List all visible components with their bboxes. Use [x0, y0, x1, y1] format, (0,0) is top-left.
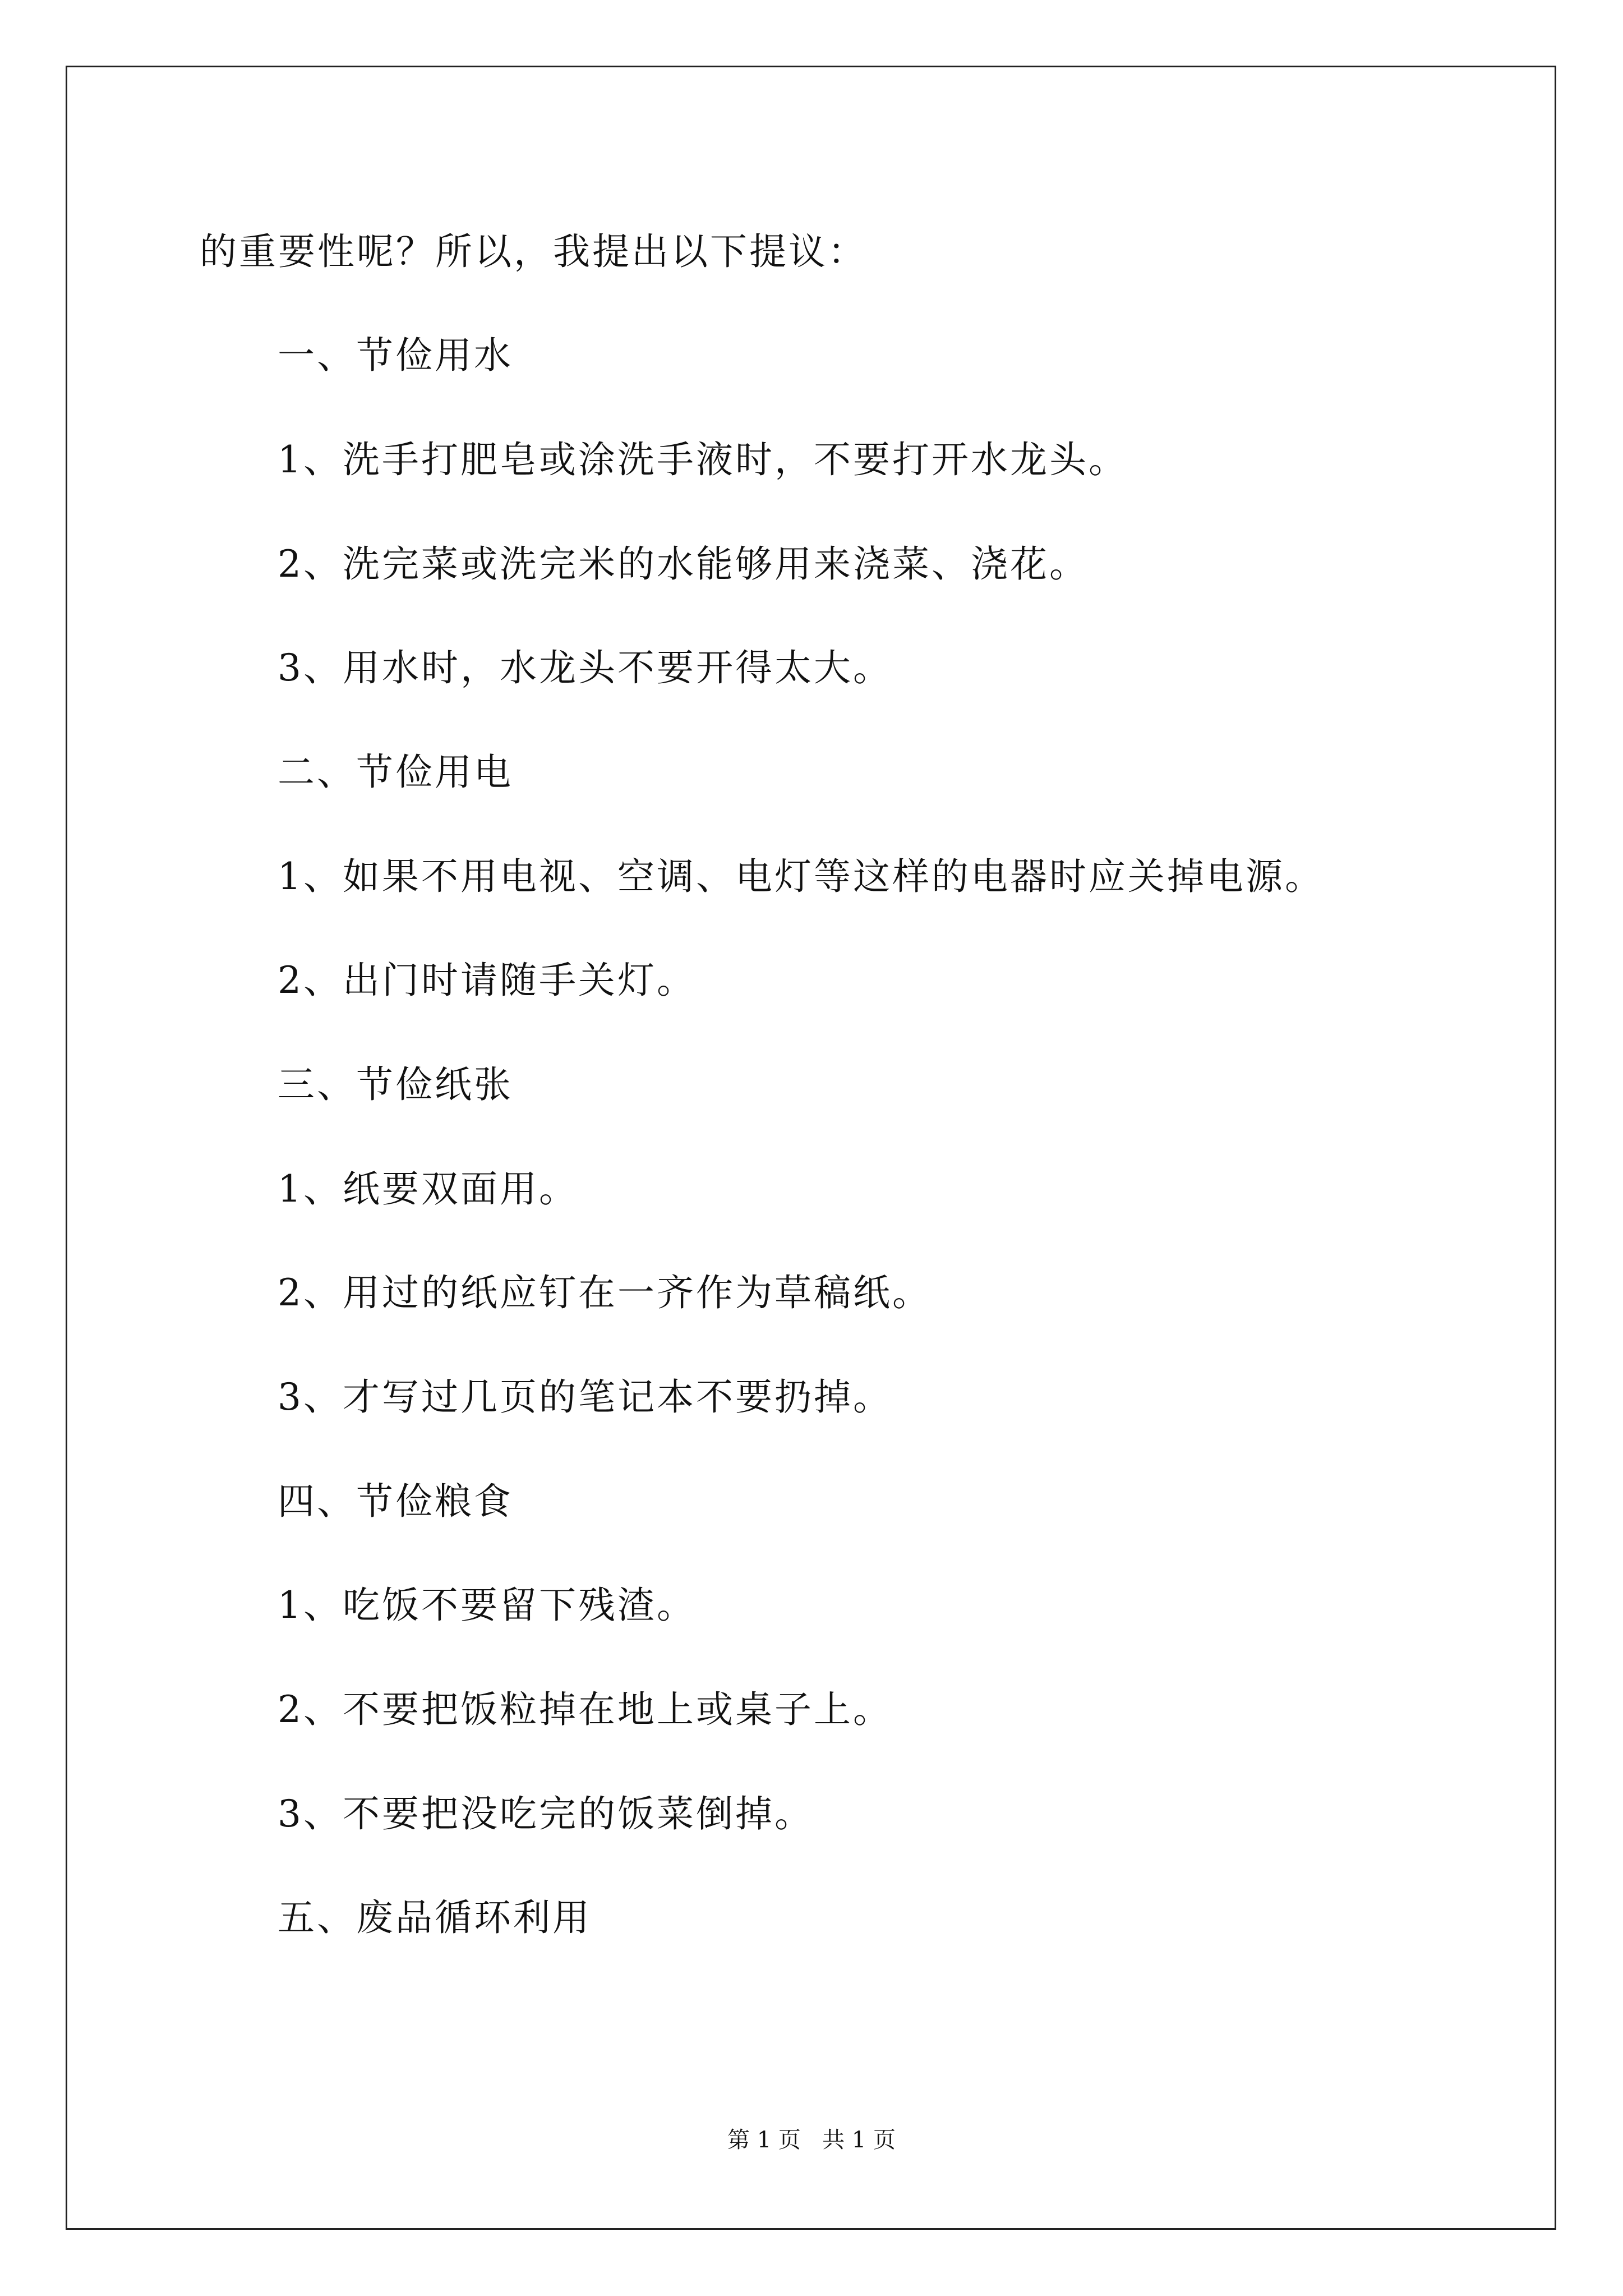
- list-item: 1、吃饭不要留下残渣。: [278, 1584, 696, 1627]
- list-item: 2、洗完菜或洗完米的水能够用来浇菜、浇花。: [278, 542, 1089, 586]
- section-heading-recycling: 五、废品循环利用: [278, 1896, 592, 1939]
- list-item: 3、用水时，水龙头不要开得太大。: [278, 646, 892, 689]
- section-heading-electricity: 二、节俭用电: [278, 751, 513, 794]
- list-item: 1、洗手打肥皂或涂洗手液时，不要打开水龙头。: [278, 438, 1128, 481]
- list-item: 2、出门时请随手关灯。: [278, 959, 696, 1002]
- list-item: 3、才写过几页的笔记本不要扔掉。: [278, 1375, 892, 1419]
- section-heading-food: 四、节俭粮食: [278, 1480, 513, 1523]
- list-item: 2、用过的纸应钉在一齐作为草稿纸。: [278, 1271, 932, 1314]
- paragraph-intro: 的重要性呢？所以，我提出以下提议：: [200, 230, 867, 273]
- list-item: 1、如果不用电视、空调、电灯等这样的电器时应关掉电源。: [278, 855, 1324, 898]
- list-item: 3、不要把没吃完的饭菜倒掉。: [278, 1792, 814, 1835]
- list-item: 1、纸要双面用。: [278, 1167, 578, 1211]
- section-heading-water: 一、节俭用水: [278, 334, 513, 377]
- list-item: 2、不要把饭粒掉在地上或桌子上。: [278, 1688, 892, 1731]
- section-heading-paper: 三、节俭纸张: [278, 1063, 513, 1106]
- page-footer: 第 1 页 共 1 页: [727, 2127, 896, 2153]
